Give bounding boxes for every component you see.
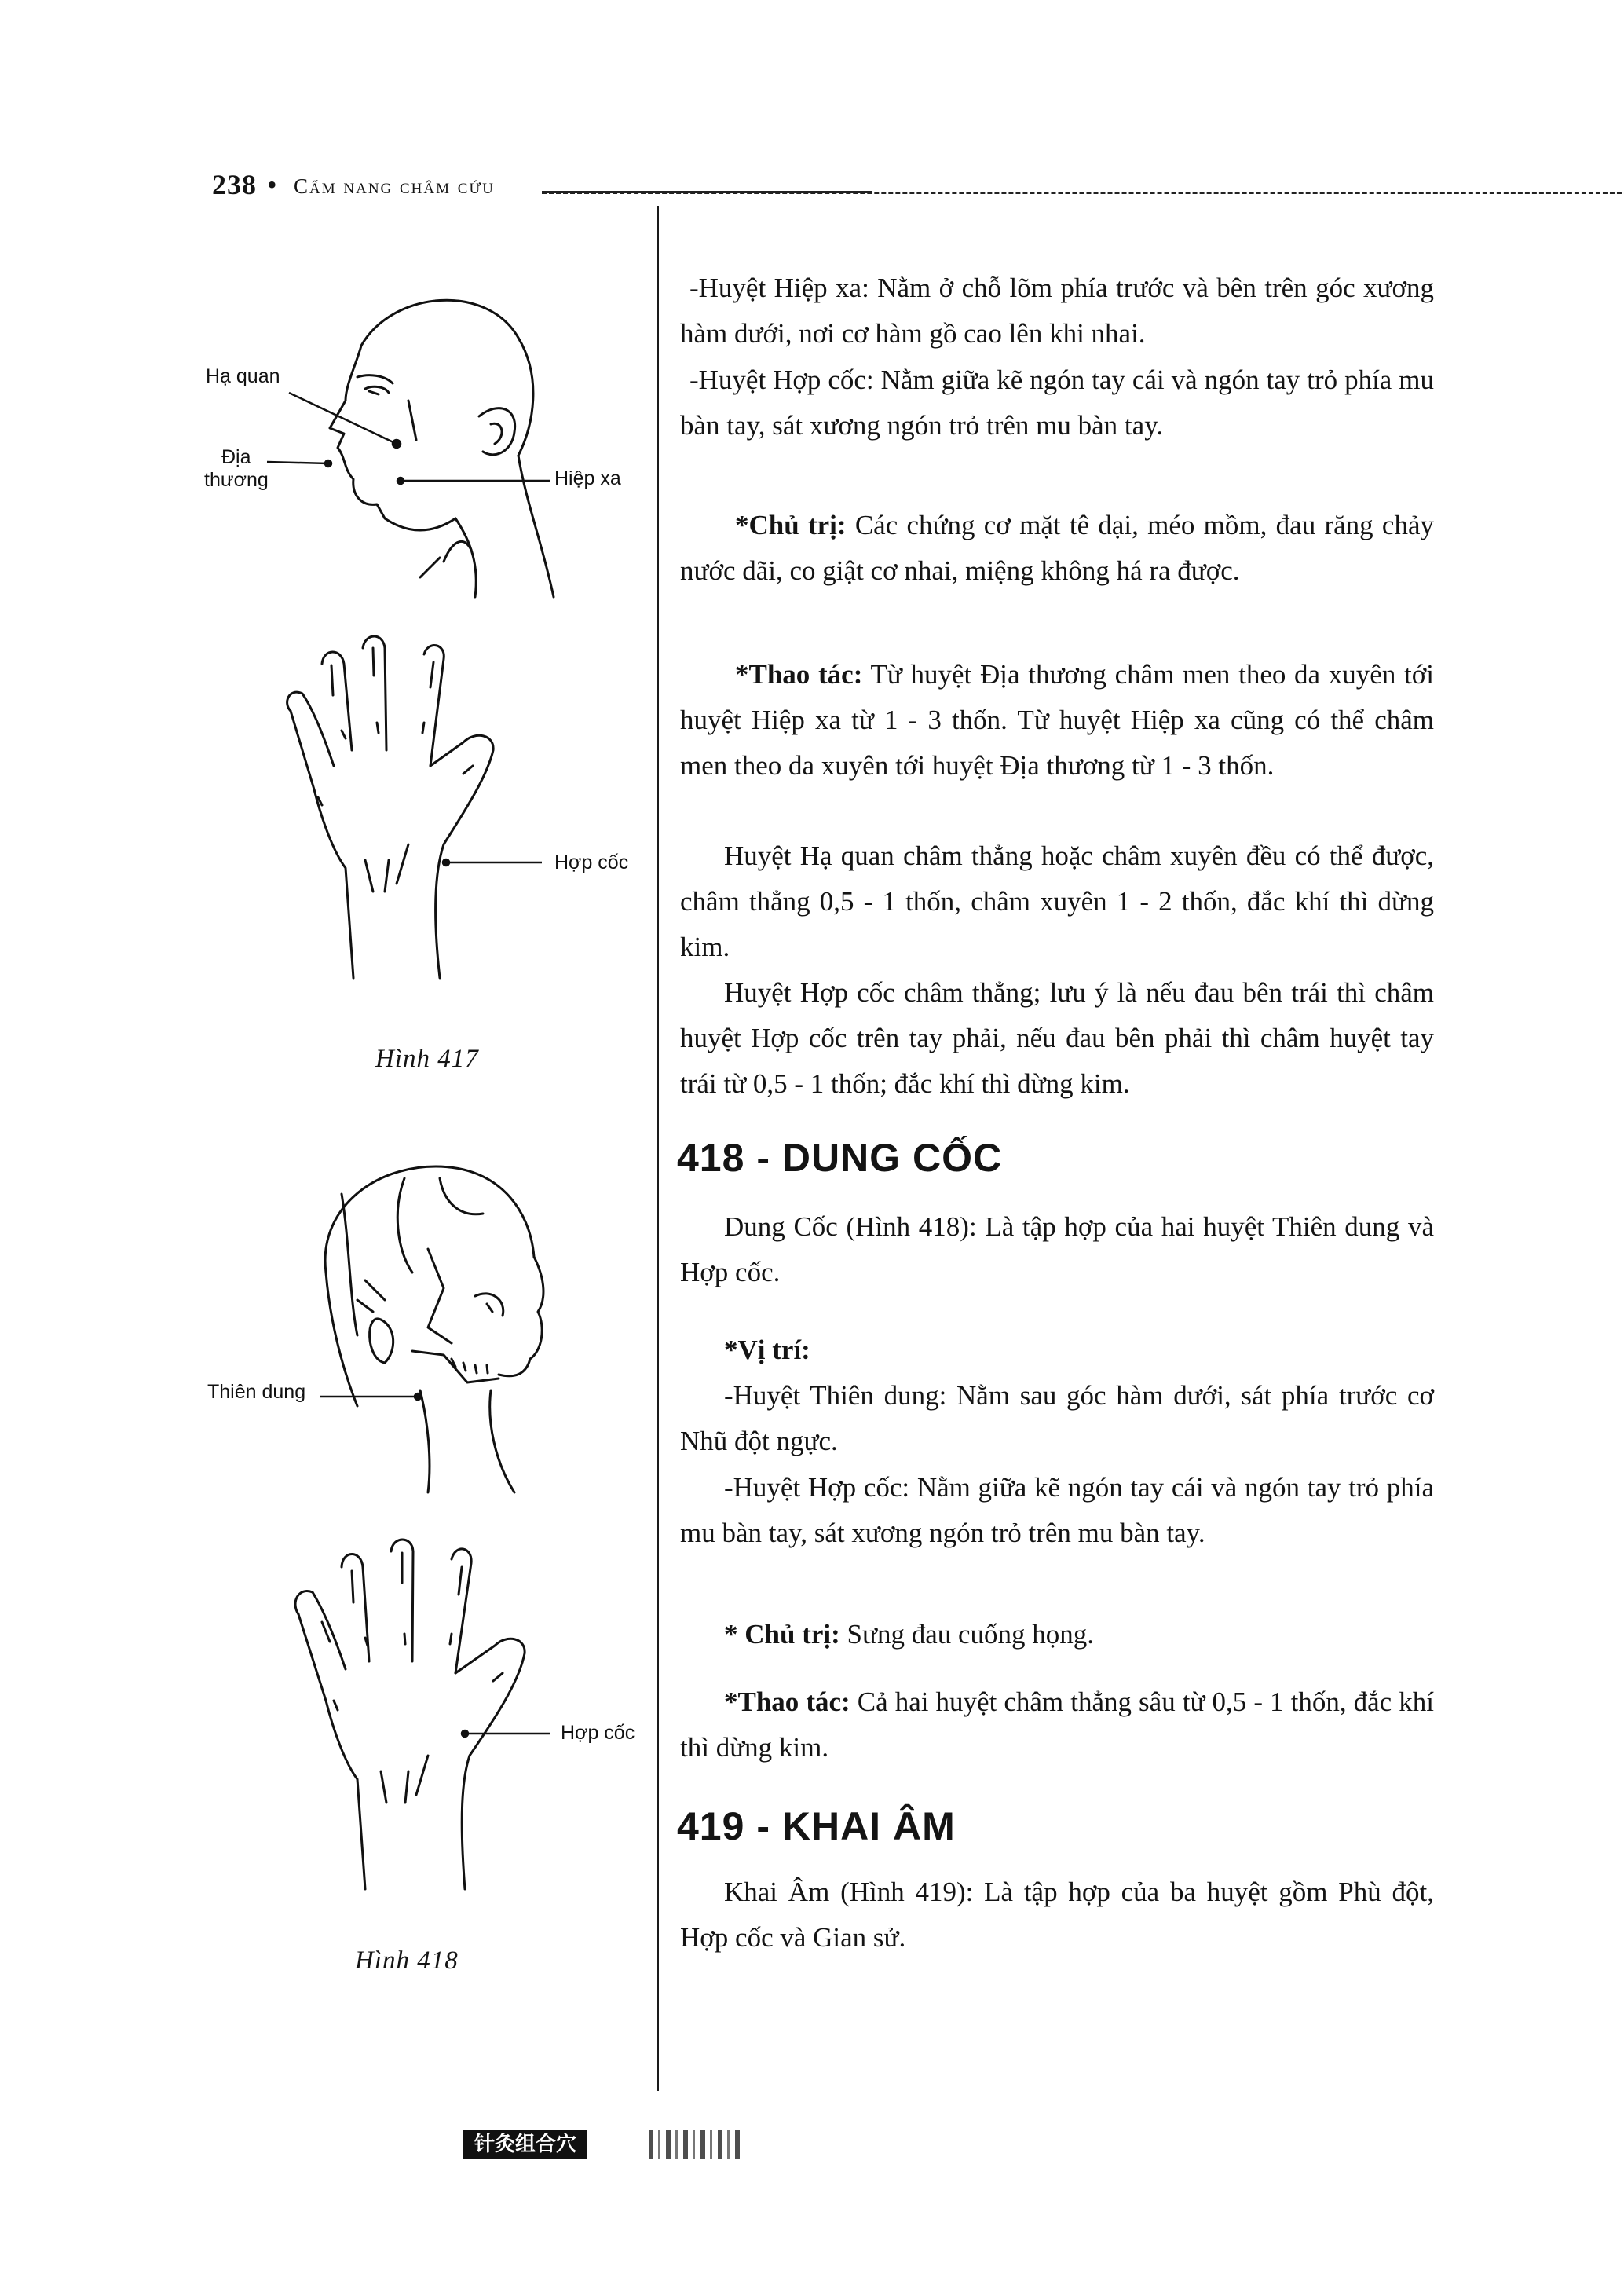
footer-tag: 针灸组合穴 xyxy=(463,2130,587,2159)
figure-418-caption: Hình 418 xyxy=(355,1946,459,1975)
label-dia-thuong-line2: thương xyxy=(204,469,269,491)
text-thao-tac-418: Cả hai huyệt châm thẳng sâu từ 0,5 - 1 thốn, đắc khí thì dừng kim. xyxy=(680,1686,1434,1763)
paragraph-hop-coc-location-417: -Huyệt Hợp cốc: Nằm giữa kẽ ngón tay cái và ngón tay trỏ phía mu bàn tay, sát xương ngón trỏ trên mu bàn tay. xyxy=(680,364,1434,441)
header-rule-dashed xyxy=(542,192,1624,194)
paragraph-dung-coc-intro: Dung Cốc (Hình 418): Là tập hợp của hai huyệt Thiên dung và Hợp cốc. xyxy=(680,1211,1434,1287)
paragraph-chu-tri-418 xyxy=(680,1612,1434,1657)
label-hiep-xa: Hiệp xa xyxy=(554,467,621,489)
text-chu-tri-417: Các chứng cơ mặt tê dại, méo mồm, đau răng chảy nước dãi, co giật cơ nhai, miệng không há ra được. xyxy=(680,510,1434,586)
label-thien-dung: Thiên dung xyxy=(207,1381,306,1403)
paragraph-khai-am-intro: Khai Âm (Hình 419): Là tập hợp của ba huyệt gồm Phù đột, Hợp cốc và Gian sử. xyxy=(680,1877,1434,1953)
label-thao-tac-418: *Thao tác: xyxy=(724,1686,850,1717)
column-divider xyxy=(657,206,659,2091)
paragraph-vi-tri-418 xyxy=(680,1327,1434,1373)
figure-417-caption: Hình 417 xyxy=(375,1045,479,1073)
running-header xyxy=(212,163,1437,211)
figure-417-head-illustration xyxy=(283,283,613,597)
paragraph-chu-tri-417 xyxy=(680,503,1434,594)
label-ha-quan: Hạ quan xyxy=(206,365,280,387)
label-hop-coc-418: Hợp cốc xyxy=(561,1722,635,1744)
label-thao-tac-417: *Thao tác: xyxy=(735,659,863,690)
heading-418-dung-coc: 418 - DUNG CỐC xyxy=(677,1136,1003,1180)
label-chu-tri-417: *Chủ trị: xyxy=(735,510,847,540)
paragraph-hiep-xa-location: -Huyệt Hiệp xa: Nằm ở chỗ lõm phía trước và bên trên góc xương hàm dưới, nơi cơ hàm gồ cao lên khi nhai. xyxy=(680,273,1434,349)
label-vi-tri-418: *Vị trí: xyxy=(724,1335,810,1365)
paragraph-thao-tac-418 xyxy=(680,1679,1434,1771)
page-number: 238 xyxy=(212,169,257,200)
text-chu-tri-418: Sưng đau cuống họng. xyxy=(839,1619,1095,1650)
label-chu-tri-418: * Chủ trị: xyxy=(724,1619,840,1650)
heading-419-khai-am: 419 - KHAI ÂM xyxy=(677,1804,956,1848)
paragraph-thao-tac-417 xyxy=(680,652,1434,789)
footer-pattern xyxy=(649,2130,743,2159)
paragraph-thien-dung-location: -Huyệt Thiên dung: Nằm sau góc hàm dưới, sát phía trước cơ Nhũ đột ngực. xyxy=(680,1380,1434,1456)
text-thao-tac-417: Từ huyệt Địa thương châm men theo da xuyên tới huyệt Hiệp xa từ 1 - 3 thốn. Từ huyệt Hiệp xa cũng có thể châm men theo da xuyên tới huyệt Địa thương từ 1 - 3 thốn. xyxy=(680,659,1434,781)
paragraph-hop-coc-location-418: -Huyệt Hợp cốc: Nằm giữa kẽ ngón tay cái và ngón tay trỏ phía mu bàn tay, sát xương ngón trỏ trên mu bàn tay. xyxy=(680,1472,1434,1548)
header-bullet: • xyxy=(267,169,277,200)
book-title: Cẩm nang châm cứu xyxy=(294,174,495,198)
figure-418-hand-illustration xyxy=(291,1536,558,1889)
paragraph-hop-coc-technique: Huyệt Hợp cốc châm thẳng; lưu ý là nếu đau bên trái thì châm huyệt Hợp cốc trên tay phải, nếu đau bên phải thì châm huyệt tay trái từ 0,5 - 1 thốn; đắc khí thì dừng kim. xyxy=(680,977,1434,1099)
label-dia-thuong-line1: Địa xyxy=(221,446,251,468)
figure-417-hand-illustration xyxy=(275,632,534,978)
figure-418-skull-illustration xyxy=(310,1163,554,1492)
label-hop-coc-417: Hợp cốc xyxy=(554,851,629,873)
paragraph-ha-quan-technique: Huyệt Hạ quan châm thẳng hoặc châm xuyên đều có thể được, châm thẳng 0,5 - 1 thốn, châm xuyên 1 - 2 thốn, đắc khí thì dừng kim. xyxy=(680,840,1434,962)
